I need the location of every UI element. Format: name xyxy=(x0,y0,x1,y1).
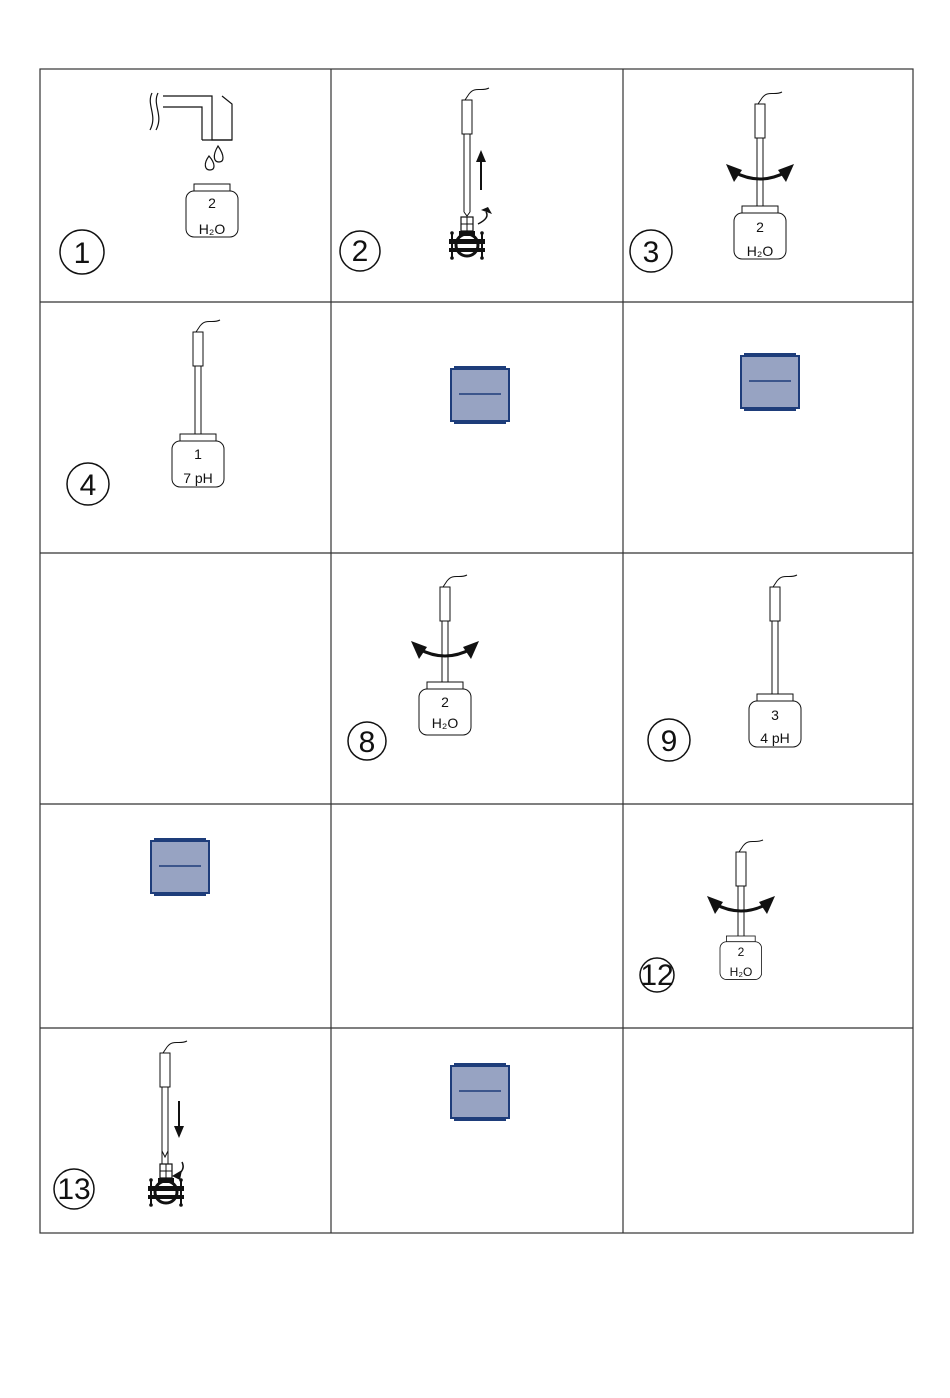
bottle-number: 2 xyxy=(441,694,449,710)
probe-icon xyxy=(755,92,782,216)
bottle-number: 2 xyxy=(208,195,216,211)
bottle-label: H₂O xyxy=(198,221,226,237)
bottle-icon xyxy=(186,184,238,237)
bottle-icon xyxy=(172,434,224,487)
display-panel-icon xyxy=(451,1063,509,1121)
probe-icon xyxy=(440,575,467,699)
step-number: 9 xyxy=(660,725,678,758)
swirl-arrow-icon xyxy=(411,641,479,659)
step-number: 1 xyxy=(73,237,91,270)
faucet-icon xyxy=(150,93,232,170)
step-6-cell xyxy=(741,353,799,411)
step-1-cell xyxy=(60,93,238,274)
step-10-cell xyxy=(151,838,209,896)
probe-icon xyxy=(770,575,797,699)
bottle-icon xyxy=(720,936,762,979)
display-panel-icon xyxy=(451,366,509,424)
rotate-arrow-icon xyxy=(172,1162,183,1180)
bottle-number: 2 xyxy=(737,945,745,959)
step-12-cell xyxy=(640,840,775,992)
probe-icon xyxy=(160,1041,187,1165)
bottle-icon xyxy=(734,206,786,259)
rotate-arrow-icon xyxy=(478,207,492,224)
step-4-cell xyxy=(67,320,224,505)
step-2-cell xyxy=(340,88,492,271)
step-number: 13 xyxy=(57,1173,91,1206)
bottle-label: H₂O xyxy=(431,715,459,731)
display-panel-icon xyxy=(741,353,799,411)
step-14-cell xyxy=(451,1063,509,1121)
probe-icon xyxy=(193,320,220,444)
step-5-cell xyxy=(451,366,509,424)
step-number: 3 xyxy=(642,236,660,269)
step-13-cell xyxy=(54,1041,187,1209)
swirl-arrow-icon xyxy=(707,896,775,914)
step-number: 2 xyxy=(351,235,369,268)
swirl-arrow-icon xyxy=(726,164,794,182)
bottle-number: 3 xyxy=(771,707,779,723)
up-arrow-icon xyxy=(476,150,486,190)
down-arrow-icon xyxy=(174,1101,184,1138)
bottle-label: 7 pH xyxy=(183,470,213,486)
probe-icon xyxy=(462,88,489,216)
bottle-label: H₂O xyxy=(746,243,774,259)
step-number: 8 xyxy=(358,726,376,759)
step-8-cell xyxy=(348,575,479,760)
display-panel-icon xyxy=(151,838,209,896)
bottle-label: H₂O xyxy=(729,965,753,979)
step-number: 4 xyxy=(79,469,97,502)
step-3-cell xyxy=(630,92,794,272)
bottle-number: 2 xyxy=(756,219,764,235)
step-9-cell xyxy=(648,575,801,761)
bottle-label: 4 pH xyxy=(760,730,790,746)
pipe-clamp-icon xyxy=(148,1164,184,1207)
bottle-icon xyxy=(419,682,471,735)
bottle-number: 1 xyxy=(194,446,202,462)
bottle-icon xyxy=(749,694,801,747)
step-number: 12 xyxy=(640,959,674,992)
